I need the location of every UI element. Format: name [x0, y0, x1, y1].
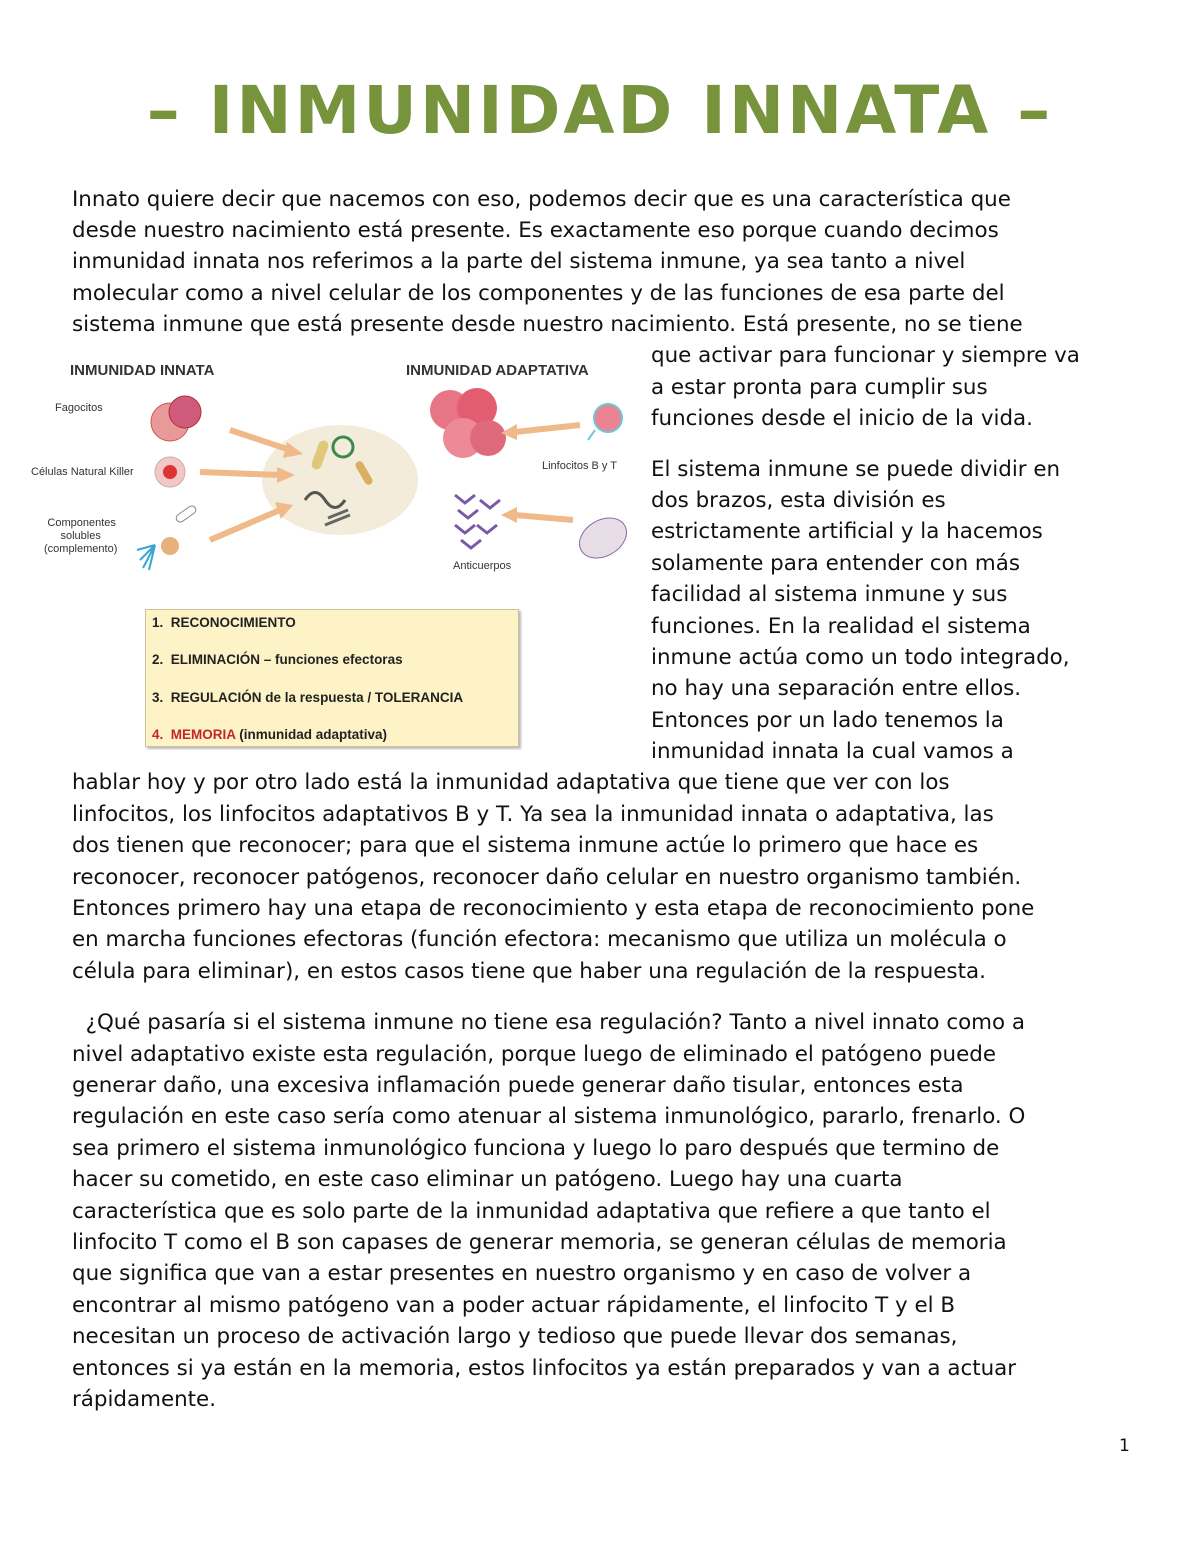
- text-line: hablar hoy y por otro lado está la inmunidad adaptativa que tiene que ver con los: [72, 770, 950, 795]
- complement-icon: [161, 537, 179, 555]
- text-line: rápidamente.: [72, 1387, 217, 1412]
- arrow-icon: [515, 425, 580, 432]
- immunity-figure: [25, 350, 637, 750]
- text-line: sistema inmune que está presente desde nuestro nacimiento. Está presente, no se tiene: [72, 312, 1023, 337]
- innate-heading: INMUNIDAD INNATA: [70, 362, 215, 379]
- text-line: solamente para entender con más: [651, 551, 1021, 576]
- antibodies-label: Anticuerpos: [453, 560, 512, 572]
- complement-branch-icon: [137, 545, 155, 570]
- text-line: generar daño, una excesiva inflamación puede generar daño tisular, entonces esta: [72, 1073, 964, 1098]
- lymphocyte-cluster-icon: [470, 420, 506, 456]
- text-line: dos tienen que reconocer; para que el sistema inmune actúe lo primero que hace es: [72, 833, 979, 858]
- lymphocytes-label: Linfocitos B y T: [542, 460, 617, 472]
- text-line: inmunidad innata la cual vamos a: [651, 739, 1014, 764]
- lymphocyte-icon: [594, 404, 622, 432]
- text-line: funciones desde el inicio de la vida.: [651, 406, 1033, 431]
- text-line: dos brazos, esta división es: [651, 488, 946, 513]
- text-line: que activar para funcionar y siempre va: [651, 343, 1080, 368]
- step-label: REGULACIÓN de la respuesta / TOLERANCIA: [170, 690, 464, 705]
- step-item: [152, 652, 403, 667]
- step-number: 1.: [152, 615, 164, 630]
- text-line: que significa que van a estar presentes en nuestro organismo y en caso de volver a: [72, 1261, 972, 1286]
- soluble-components-label: [44, 517, 117, 556]
- text-line: reconocer, reconocer patógenos, reconocer daño celular en nuestro organismo también.: [72, 865, 1022, 890]
- step-label: ELIMINACIÓN: [170, 652, 261, 667]
- step-number: 2.: [152, 652, 164, 667]
- step-detail: – funciones efectoras: [260, 652, 403, 667]
- text-line: nivel adaptativo existe esta regulación, porque luego de eliminado el patógeno puede: [72, 1042, 996, 1067]
- text-line: inmunidad innata nos referimos a la parte del sistema inmune, ya sea tanto a nivel: [72, 249, 966, 274]
- antibodies-icon: [455, 495, 500, 548]
- text-line: Entonces primero hay una etapa de reconocimiento y esta etapa de reconocimiento pone: [72, 896, 1035, 921]
- adaptive-heading: INMUNIDAD ADAPTATIVA: [406, 362, 589, 379]
- step-item: [152, 727, 387, 742]
- page-number: 1: [1119, 1436, 1130, 1456]
- text-line: El sistema inmune se puede dividir en: [651, 457, 1061, 482]
- soluble-components-line: Componentes: [47, 517, 116, 529]
- soluble-components-line: solubles: [60, 530, 101, 542]
- text-line: regulación en este caso sería como atenuar al sistema inmunológico, pararlo, frenarlo. O: [72, 1104, 1026, 1129]
- text-line: Entonces por un lado tenemos la: [651, 708, 1004, 733]
- text-line: inmune actúa como un todo integrado,: [651, 645, 1070, 670]
- lymphocyte-tail-icon: [588, 430, 595, 440]
- arrow-icon: [515, 515, 573, 520]
- text-line: linfocitos, los linfocitos adaptativos B y T. Ya sea la inmunidad innata o adaptativa, las: [72, 802, 994, 827]
- text-line: desde nuestro nacimiento está presente. Es exactamente eso porque cuando decimos: [72, 218, 999, 243]
- text-line: linfocito T como el B son capases de generar memoria, se generan células de memoria: [72, 1230, 1007, 1255]
- arrow-icon: [200, 472, 280, 475]
- step-number: 3.: [152, 690, 164, 705]
- text-line: estrictamente artificial y la hacemos: [651, 519, 1043, 544]
- text-line: ¿Qué pasaría si el sistema inmune no tiene esa regulación? Tanto a nivel innato como a: [72, 1010, 1025, 1035]
- immunity-steps-box: [145, 609, 519, 747]
- arrow-icon: [210, 510, 280, 540]
- step-item: [152, 690, 463, 705]
- step-number: 4.: [152, 727, 164, 742]
- step-detail: (inmunidad adaptativa): [235, 727, 388, 742]
- phagocyte-icon: [169, 396, 201, 428]
- soluble-component-icon: [175, 504, 198, 523]
- text-line: facilidad al sistema inmune y sus: [651, 582, 1008, 607]
- text-line: encontrar al mismo patógeno van a poder actuar rápidamente, el linfocito T y el B: [72, 1293, 956, 1318]
- step-label: MEMORIA: [170, 727, 236, 742]
- text-line: Innato quiere decir que nacemos con eso, podemos decir que es una característica que: [72, 187, 1011, 212]
- text-line: hacer su cometido, en este caso eliminar un patógeno. Luego hay una cuarta: [72, 1167, 903, 1192]
- text-line: célula para eliminar), en estos casos tiene que haber una regulación de la respuesta.: [72, 959, 986, 984]
- bacterium-with-antibodies-icon: [572, 510, 633, 566]
- text-line: no hay una separación entre ellos.: [651, 676, 1022, 701]
- text-line: característica que es solo parte de la inmunidad adaptativa que refiere a que tanto el: [72, 1199, 991, 1224]
- step-item: [152, 615, 296, 630]
- text-line: funciones. En la realidad el sistema: [651, 614, 1031, 639]
- nk-cells-label: Células Natural Killer: [31, 466, 134, 478]
- arrow-icon: [230, 430, 290, 450]
- text-line: molecular como a nivel celular de los componentes y de las funciones de esa parte del: [72, 281, 1005, 306]
- text-line: sea primero el sistema inmunológico funciona y luego lo paro después que termino de: [72, 1136, 1000, 1161]
- arrow-head-icon: [501, 507, 517, 523]
- text-line: en marcha funciones efectoras (función efectora: mecanismo que utiliza un molécula o: [72, 927, 1007, 952]
- nk-cell-nucleus-icon: [163, 465, 177, 479]
- text-line: necesitan un proceso de activación largo y tedioso que puede llevar dos semanas,: [72, 1324, 958, 1349]
- text-line: entonces si ya están en la memoria, estos linfocitos ya están preparados y van a actuar: [72, 1356, 1017, 1381]
- step-label: RECONOCIMIENTO: [170, 615, 296, 630]
- page-title: – INMUNIDAD INNATA –: [146, 72, 1054, 149]
- phagocytes-label: Fagocitos: [55, 402, 103, 414]
- text-line: a estar pronta para cumplir sus: [651, 375, 988, 400]
- soluble-components-line: (complemento): [44, 543, 118, 555]
